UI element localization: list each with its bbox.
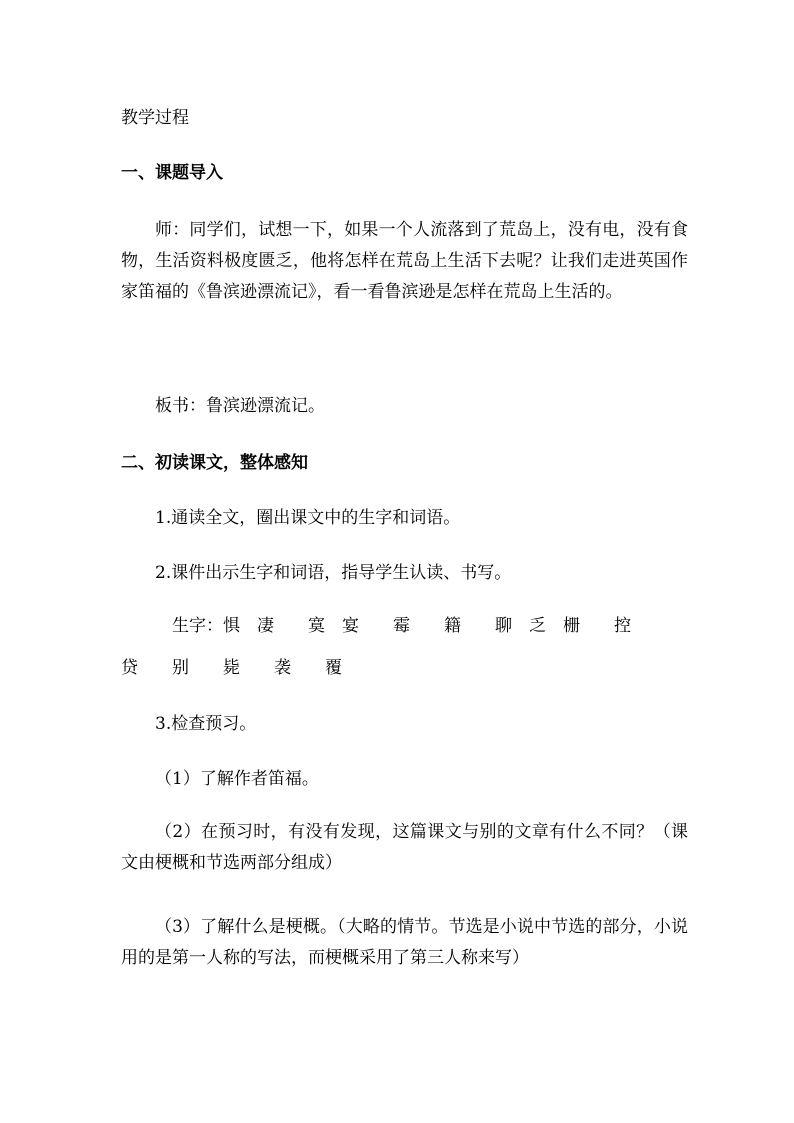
sub-step-2: （2）在预习时，有没有发现，这篇课文与别的文章有什么不同？（课文由梗概和节选两部分组成） [121, 822, 688, 873]
board-note: 板书：鲁滨逊漂流记。 [155, 396, 325, 416]
new-characters-line-1: 生字：惧 凄 寞 宴 霉 籍 聊 乏 栅 控 [172, 616, 631, 636]
step-3: 3.检查预习。 [155, 714, 257, 734]
page-title: 教学过程 [121, 108, 189, 128]
section-heading-intro: 一、课题导入 [121, 163, 223, 183]
sub-step-1: （1）了解作者笛福。 [155, 769, 319, 789]
new-characters-line-2: 贷 别 毙 袭 覆 [121, 658, 342, 678]
sub-step-3: （3）了解什么是梗概。（大略的情节。节选是小说中节选的部分，小说用的是第一人称的写法，而梗概采用了第三人称来写） [121, 917, 688, 968]
step-1: 1.通读全文，圈出课文中的生字和词语。 [155, 508, 461, 528]
section-heading-reading: 二、初读课文，整体感知 [121, 453, 308, 473]
intro-paragraph: 师：同学们，试想一下，如果一个人流落到了荒岛上，没有电，没有食物，生活资料极度匮乏，他将怎样在荒岛上生活下去呢？让我们走进英国作家笛福的《鲁滨逊漂流记》，看一看鲁滨逊是怎样在荒岛上生活的。 [121, 220, 688, 302]
step-2: 2.课件出示生字和词语，指导学生认读、书写。 [155, 563, 512, 583]
